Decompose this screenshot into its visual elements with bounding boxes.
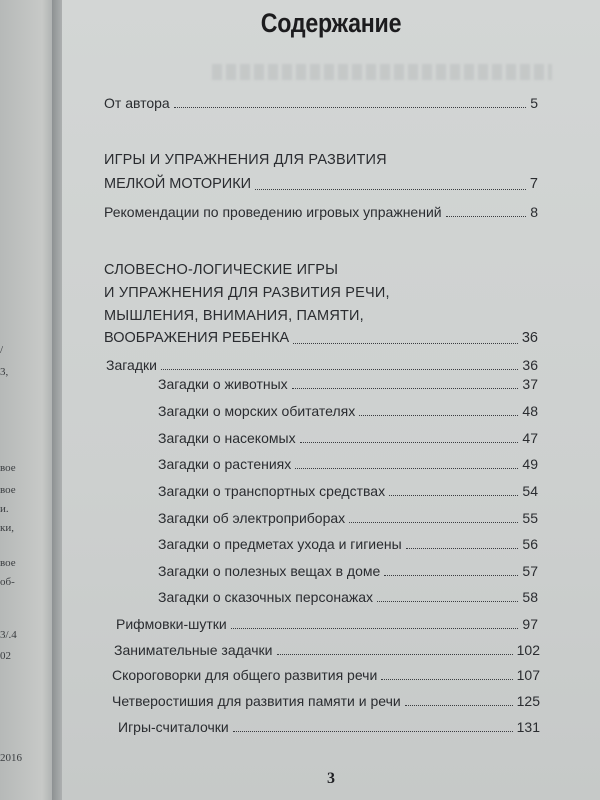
toc-entry-label: Рекомендации по проведению игровых упражнений [104, 204, 442, 220]
left-page-fragment: 2016 [0, 752, 22, 764]
toc-entry-label: МЕЛКОЙ МОТОРИКИ [104, 176, 252, 192]
toc-entry-label: Загадки о морских обитателях [158, 403, 356, 419]
toc-entry[interactable] [104, 331, 538, 346]
toc-entry-page: 58 [522, 589, 538, 605]
toc-entry-label: Загадки о растениях [158, 456, 292, 472]
toc-entry-page: 125 [516, 693, 540, 709]
left-page-fragment: вое [0, 557, 16, 569]
dot-leader [405, 705, 513, 706]
toc-entry-page: 37 [522, 376, 538, 392]
dot-leader [161, 369, 518, 370]
dot-leader [359, 415, 518, 416]
toc-entry-label: ВООБРАЖЕНИЯ РЕБЕНКА [104, 330, 290, 346]
toc-entry[interactable] [104, 205, 538, 219]
toc-entry[interactable] [158, 377, 538, 391]
toc-entry-page: 5 [530, 95, 538, 111]
toc-entry-label: Загадки о полезных вещах в доме [158, 563, 381, 579]
toc-entry[interactable] [104, 177, 538, 192]
toc-entry[interactable] [112, 694, 540, 708]
toc-entry[interactable] [106, 358, 538, 372]
toc-entry[interactable] [158, 431, 538, 445]
dot-leader [255, 189, 526, 190]
left-page-fragment: ки, [0, 522, 14, 534]
toc-entry-page: 47 [522, 430, 538, 446]
dot-leader [300, 442, 519, 443]
left-page-fragment: и. [0, 503, 9, 515]
toc-entry-page: 49 [522, 456, 538, 472]
toc-entry-page: 97 [522, 616, 538, 632]
left-page-fragment: / [0, 344, 4, 356]
dot-leader [384, 575, 518, 576]
dot-leader [292, 388, 519, 389]
toc-entry-label: Загадки о предметах ухода и гигиены [158, 536, 402, 552]
contents-page [62, 0, 600, 800]
dot-leader [406, 548, 519, 549]
left-page-fragment: вое [0, 462, 16, 474]
toc-entry-page: 107 [516, 667, 540, 683]
section-heading-line: МЫШЛЕНИЯ, ВНИМАНИЯ, ПАМЯТИ, [104, 308, 364, 324]
toc-entry-page: 102 [516, 642, 540, 658]
toc-entry-label: Рифмовки-шутки [116, 616, 227, 632]
toc-entry-page: 36 [521, 330, 538, 346]
toc-entry-label: Четверостишия для развития памяти и речи [112, 693, 401, 709]
dot-leader [233, 731, 513, 732]
show-through-text [212, 64, 552, 80]
toc-entry-label: Загадки о насекомых [158, 430, 296, 446]
dot-leader [381, 679, 512, 680]
left-page-fragment: 02 [0, 650, 11, 662]
toc-entry[interactable] [158, 404, 538, 418]
left-page-fragment: 3, [0, 366, 9, 378]
toc-entry[interactable] [158, 564, 538, 578]
toc-entry-page: 54 [522, 483, 538, 499]
toc-entry-page: 36 [522, 357, 538, 373]
toc-entry[interactable] [158, 457, 538, 471]
toc-entry-page: 55 [522, 510, 538, 526]
dot-leader [277, 654, 513, 655]
toc-entry-page: 57 [522, 563, 538, 579]
toc-entry[interactable] [158, 537, 538, 551]
toc-entry-label: Игры-считалочки [118, 719, 229, 735]
dot-leader [174, 107, 526, 108]
dot-leader [293, 343, 518, 344]
toc-entry-page: 56 [522, 536, 538, 552]
dot-leader [349, 522, 518, 523]
toc-entry[interactable] [158, 484, 538, 498]
dot-leader [231, 628, 519, 629]
toc-entry[interactable] [158, 511, 538, 525]
left-page-fragment: об- [0, 576, 15, 588]
toc-entry-page: 7 [529, 176, 538, 192]
toc-entry-label: Занимательные задачки [114, 642, 273, 658]
toc-entry-label: Загадки о животных [158, 376, 288, 392]
dot-leader [389, 495, 518, 496]
toc-entry[interactable] [112, 668, 540, 682]
dot-leader [295, 468, 518, 469]
dot-leader [377, 601, 518, 602]
left-page-fragment: 3/.4 [0, 629, 17, 641]
toc-entry-page: 8 [530, 204, 538, 220]
page-number: 3 [327, 770, 335, 787]
toc-entry-label: Скороговорки для общего развития речи [112, 667, 378, 683]
toc-entry-label: От автора [104, 95, 170, 111]
toc-entry[interactable] [116, 617, 538, 631]
toc-entry-page: 131 [516, 719, 540, 735]
toc-entry[interactable] [114, 643, 540, 657]
toc-entry-label: Загадки о транспортных средствах [158, 483, 386, 499]
toc-entry-page: 48 [522, 403, 538, 419]
section-heading-line: СЛОВЕСНО-ЛОГИЧЕСКИЕ ИГРЫ [104, 262, 339, 278]
toc-entry[interactable] [158, 590, 538, 604]
left-page-fragment: вое [0, 484, 16, 496]
toc-entry[interactable] [104, 96, 538, 110]
section-heading-line: И УПРАЖНЕНИЯ ДЛЯ РАЗВИТИЯ РЕЧИ, [104, 285, 390, 301]
left-page-edge [0, 0, 60, 800]
page-title: Содержание [260, 8, 402, 38]
dot-leader [446, 216, 527, 217]
toc-entry-label: Загадки об электроприборах [158, 510, 346, 526]
toc-entry-label: Загадки [106, 357, 157, 373]
toc-entry-label: Загадки о сказочных персонажах [158, 589, 374, 605]
toc-entry[interactable] [118, 720, 540, 734]
section-heading-line: ИГРЫ И УПРАЖНЕНИЯ ДЛЯ РАЗВИТИЯ [104, 152, 387, 168]
